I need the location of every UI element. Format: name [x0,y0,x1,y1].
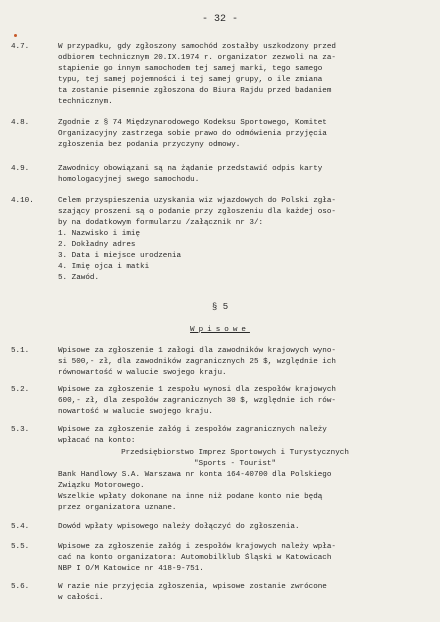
recipient-line: "Sports - Tourist" [193,460,277,468]
list-item: 2. Dokładny adres [58,241,136,249]
text-line: odbiorem technicznym 20.IX.1974 r. organizator zezwoli na za- [58,54,336,62]
text-line: Wpisowe za zgłoszenie 1 zespołu wynosi dla zespołów krajowych [58,386,336,394]
paragraph-number: 5.6. [11,583,30,591]
paragraph-number: 5.5. [11,543,30,551]
text-line: nowartość w walucie swojego kraju. [58,408,213,416]
text-line: si 500,- zł, dla zawodników zagranicznych 25 $, względnie ich [58,358,336,366]
paragraph-number: 4.7. [11,43,30,51]
bank-recipient [0,448,440,470]
text-line: w całości. [58,594,104,602]
page-number: - 32 - [201,14,238,25]
paragraph-number: 4.8. [11,119,30,127]
paragraph-number: 5.4. [11,523,30,531]
text-line: technicznym. [58,98,113,106]
paragraph-number: 5.1. [11,347,30,355]
ink-mark [14,34,17,37]
section-heading: Wpisowe [190,326,250,334]
text-line: wpłacać na konto: [58,437,136,445]
text-line: NBP I O/M Katowice nr 418-9-751. [58,565,204,573]
list-item: 5. Zawód. [58,274,100,282]
text-line: W razie nie przyjęcia zgłoszenia, wpisowe zostanie zwrócone [58,583,327,591]
text-line: stąpienie go innym samochodem tej samej marki, tego samego [58,65,323,73]
list-item: 1. Nazwisko i imię [58,230,141,238]
text-line: ta zostanie pisemnie zgłoszona do Biura Rajdu przed badaniem [58,87,332,95]
text-line: Bank Handlowy S.A. Warszawa nr konta 164-40700 dla Polskiego [58,471,332,479]
text-line: Wpisowe za zgłoszenie 1 załogi dla zawodników krajowych wyno- [58,347,336,355]
text-line: Celem przyspieszenia uzyskania wiz wjazdowych do Polski zgła- [58,197,336,205]
text-line: szający proszeni są o podanie przy zgłoszeniu dla każdej oso- [58,208,336,216]
recipient-line: Przedsiębiorstwo Imprez Sportowych i Turystycznych [121,449,349,457]
paragraph-number: 5.2. [11,386,30,394]
paragraph-number: 4.9. [11,165,30,173]
text-line: typu, tej samej pojemności i tej samej grupy, o ile zmiana [58,76,323,84]
text-line: W przypadku, gdy zgłoszony samochód zostałby uszkodzony przed [58,43,336,51]
list-item: 4. Imię ojca i matki [58,263,150,271]
section-sign: § 5 [211,302,229,312]
list-item: 3. Data i miejsce urodzenia [58,252,182,260]
text-line: równowartość w walucie swojego kraju. [58,369,227,377]
text-line: Dowód wpłaty wpisowego należy dołączyć do zgłoszenia. [58,523,300,531]
text-line: Organizacyjny zastrzega sobie prawo do odmówienia przyjęcia [58,130,327,138]
text-line: homologacyjnej swego samochodu. [58,176,200,184]
text-line: Zawodnicy obowiązani są na żądanie przedstawić odpis karty [58,165,323,173]
text-line: cać na konto organizatora: Automobilklub Śląski w Katowicach [58,554,332,562]
paragraph-number: 5.3. [11,426,30,434]
text-line: Wpisowe za zgłoszenie załóg i zespołów zagranicznych należy [58,426,327,434]
text-line: Wszelkie wpłaty dokonane na inne niż podane konto nie będą [58,493,323,501]
text-line: Związku Motorowego. [58,482,145,490]
paragraph-number: 4.10. [11,197,34,205]
text-line: 600,- zł, dla zespołów zagranicznych 30 $, względnie ich rów- [58,397,336,405]
text-line: by na dodatkowym formularzu /załącznik nr 3/: [58,219,264,227]
text-line: Wpisowe za zgłoszenie załóg i zespołów krajowych należy wpła- [58,543,336,551]
text-line: Zgodnie z § 74 Międzynarodowego Kodeksu Sportowego, Komitet [58,119,327,127]
visa-data-list [58,229,181,284]
text-line: przez organizatora uznane. [58,504,177,512]
text-line: zgłoszenia bez podania przyczyny odmowy. [58,141,241,149]
